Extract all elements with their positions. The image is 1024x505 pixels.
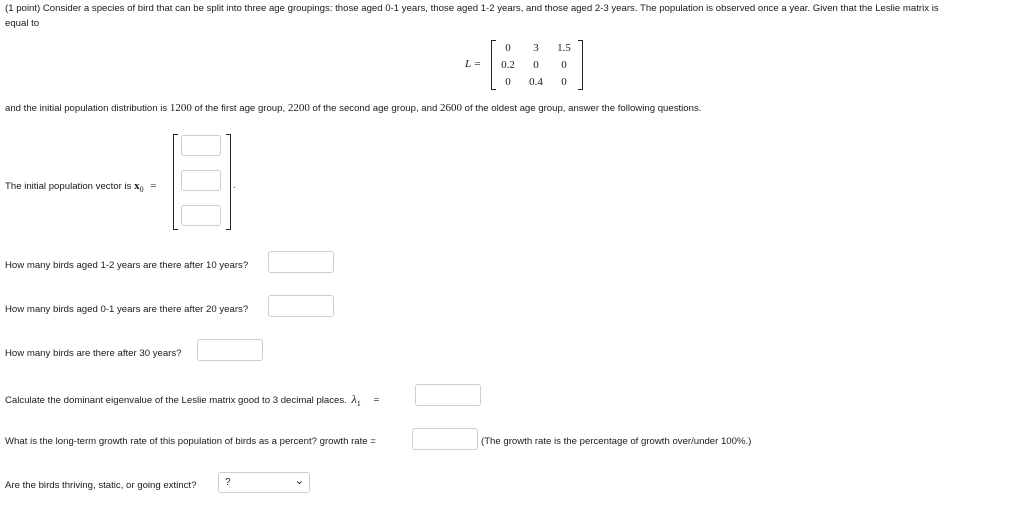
question-3-answer-input[interactable]: [197, 339, 263, 361]
matrix-label: L =: [465, 58, 482, 70]
age-group-1-count: 1200: [169, 102, 192, 114]
matrix-cell-0-1: 3: [533, 42, 539, 54]
vector-subscript: 0: [139, 184, 144, 194]
matrix-cell-0-0: 0: [505, 42, 511, 54]
vector-entry-1-input[interactable]: [181, 135, 221, 156]
leslie-matrix: [465, 40, 585, 90]
vector-left-bracket: [173, 134, 178, 230]
eigenvalue-symbol: λ: [351, 392, 357, 406]
vector-symbol: x: [134, 180, 140, 192]
question-4-label: Calculate the dominant eigenvalue of the Leslie matrix good to 3 decimal places. $\lambda_1$ =: [5, 392, 380, 408]
question-6-selected-value: ?: [225, 477, 231, 488]
problem-intro-line1: (1 point) Consider a species of bird that can be split into three age groupings: those aged 0-1 years, those aged 1-2 years, and those aged 2-3 years. The population is observed once a year. Given that the Leslie matrix is: [5, 3, 939, 14]
question-6-label: Are the birds thriving, static, or going extinct?: [5, 480, 197, 491]
vector-entry-3-input[interactable]: [181, 205, 221, 226]
matrix-cell-2-0: 0: [505, 76, 511, 88]
matrix-cell-1-0: 0.2: [501, 59, 515, 71]
question-3-label: How many birds are there after 30 years?: [5, 348, 182, 359]
vector-entry-2-input[interactable]: [181, 170, 221, 191]
problem-intro-line2: equal to: [5, 18, 40, 29]
question-4-answer-input[interactable]: [415, 384, 481, 406]
matrix-cell-1-1: 0: [533, 59, 539, 71]
chevron-down-icon: ⌄: [294, 475, 304, 487]
question-2-label: How many birds aged 0-1 years are there after 20 years?: [5, 304, 249, 315]
question-1-answer-input[interactable]: [268, 251, 334, 273]
vector-question-label: The initial population vector is $x_0$ =: [5, 180, 157, 194]
question-2-answer-input[interactable]: [268, 295, 334, 317]
question-5-note: (The growth rate is the percentage of growth over/under 100%.): [481, 436, 752, 447]
initial-population-sentence: and the initial population distribution is 1200 of the first age group, 2200 of the second age group, and 2600 of the oldest age group, answer the following questions.: [5, 102, 702, 114]
question-5-answer-input[interactable]: [412, 428, 478, 450]
age-group-3-count: 2600: [439, 102, 462, 114]
vector-right-bracket: [226, 134, 231, 230]
matrix-cell-2-1: 0.4: [529, 76, 543, 88]
matrix-cell-1-2: 0: [561, 59, 567, 71]
question-1-label: How many birds aged 1-2 years are there after 10 years?: [5, 260, 249, 271]
question-6-select[interactable]: [218, 472, 310, 493]
matrix-cell-0-2: 1.5: [557, 42, 571, 54]
eigenvalue-subscript: 1: [356, 398, 361, 408]
age-group-2-count: 2200: [287, 102, 310, 114]
vector-period: .: [233, 180, 236, 191]
question-5-label: What is the long-term growth rate of this population of birds as a percent? growth rate =: [5, 436, 376, 447]
matrix-cell-2-2: 0: [561, 76, 567, 88]
